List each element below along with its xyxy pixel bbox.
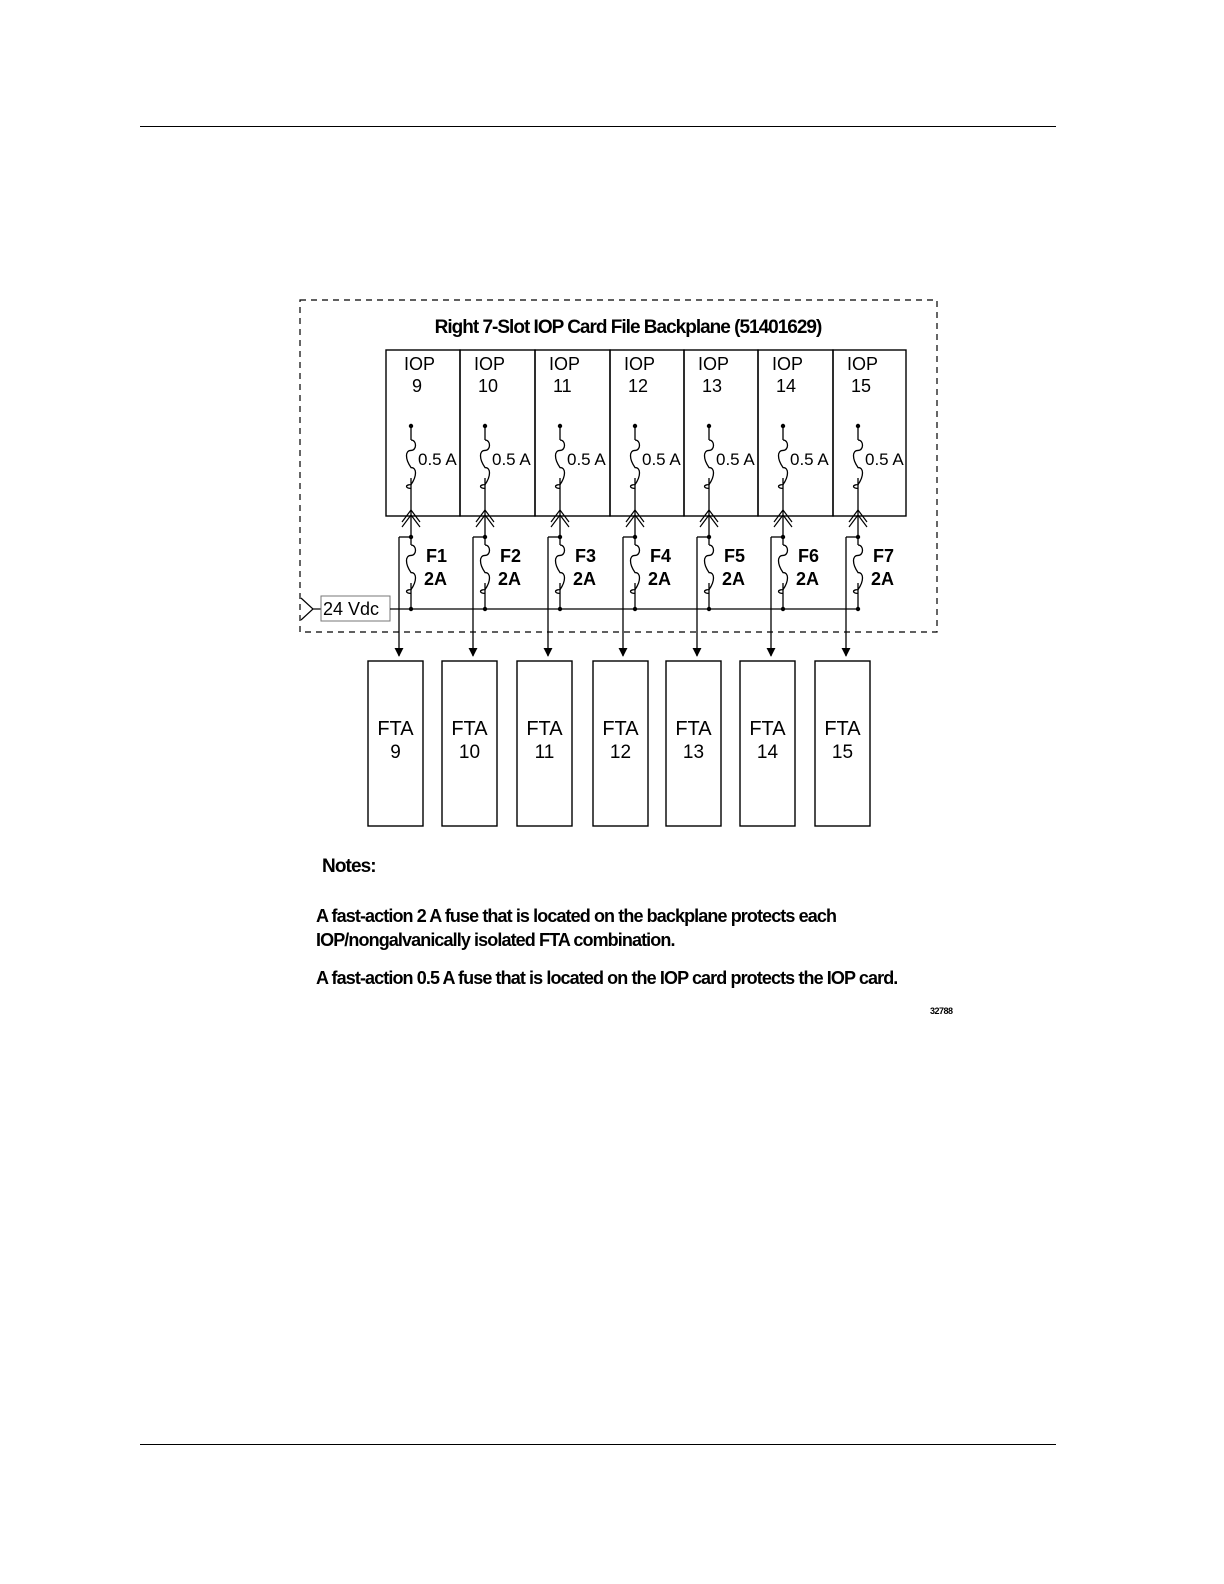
note-iop-fuse: A fast-action 0.5 A fuse that is located on the IOP card protects the IOP card. [316,968,898,988]
bus-node [483,607,487,611]
fta-number: 9 [390,742,401,763]
iop-card-label: IOP [698,354,730,374]
backplane-fuse-rating: 2A [796,569,820,589]
backplane-fuse-rating: 2A [871,569,895,589]
iop-card-number: 15 [851,376,872,396]
fta-label: FTA [602,718,639,740]
iop-card-number: 9 [412,376,423,396]
fta-label: FTA [749,718,786,740]
backplane-fuse-rating: 2A [498,569,522,589]
iop-card-box [610,350,684,516]
card-fuse-rating: 0.5 A [865,450,904,469]
card-fuse-rating: 0.5 A [418,450,457,469]
footer-rule [140,1444,1056,1445]
iop-card-number: 12 [628,376,649,396]
fta-label: FTA [377,718,414,740]
backplane-fuse-id: F4 [650,546,672,566]
fta-number: 14 [756,742,779,763]
fta-number: 12 [609,742,632,763]
iop-card-box [833,350,906,516]
iop-card-label: IOP [772,354,804,374]
note-backplane-fuse: A fast-action 2 A fuse that is located on the backplane protects each IOP/nongalvanically isolated FTA combination. [316,906,837,950]
iop-card-box [535,350,610,516]
iop-card-label: IOP [847,354,879,374]
notes-title: Notes: [322,856,376,877]
iop-card-label: IOP [624,354,656,374]
card-fuse-rating: 0.5 A [716,450,755,469]
fta-number: 10 [458,742,481,763]
fta-label: FTA [526,718,563,740]
iop-card-number: 11 [553,376,572,396]
bus-node [409,607,413,611]
backplane-fuse-id: F5 [724,546,746,566]
backplane-fuse-rating: 2A [648,569,672,589]
supply-label: 24 Vdc [323,599,380,619]
fta-number: 15 [831,742,854,763]
iop-card-label: IOP [549,354,581,374]
iop-card-box [386,350,460,516]
card-fuse-rating: 0.5 A [492,450,531,469]
iop-card-label: IOP [474,354,506,374]
fta-number: 13 [682,742,705,763]
iop-card-label: IOP [404,354,436,374]
backplane-fuse-id: F3 [575,546,597,566]
iop-card-number: 10 [478,376,499,396]
backplane-fuse-id: F6 [798,546,820,566]
bus-node [558,607,562,611]
backplane-title: Right 7-Slot IOP Card File Backplane (51401629) [434,317,822,338]
fta-label: FTA [451,718,488,740]
backplane-fuse-id: F7 [873,546,895,566]
card-fuse-rating: 0.5 A [567,450,606,469]
iop-card-box [684,350,758,516]
iop-card-box [460,350,535,516]
bus-node [633,607,637,611]
bus-node [856,607,860,611]
iop-card-box [758,350,833,516]
backplane-fuse-id: F2 [500,546,522,566]
iop-card-number: 14 [776,376,797,396]
bus-node [781,607,785,611]
card-fuse-rating: 0.5 A [790,450,829,469]
fta-number: 11 [534,742,555,763]
backplane-fuse-id: F1 [426,546,448,566]
backplane-fuse-rating: 2A [573,569,597,589]
fta-label: FTA [675,718,712,740]
notes-block [316,856,956,990]
iop-card-number: 13 [702,376,723,396]
backplane-fuse-rating: 2A [722,569,746,589]
bus-node [707,607,711,611]
figure-number: 32788 [930,1006,953,1016]
input-connector [301,598,313,620]
circuit [301,350,906,826]
fta-label: FTA [824,718,861,740]
card-fuse-rating: 0.5 A [642,450,681,469]
backplane-fuse-rating: 2A [424,569,448,589]
